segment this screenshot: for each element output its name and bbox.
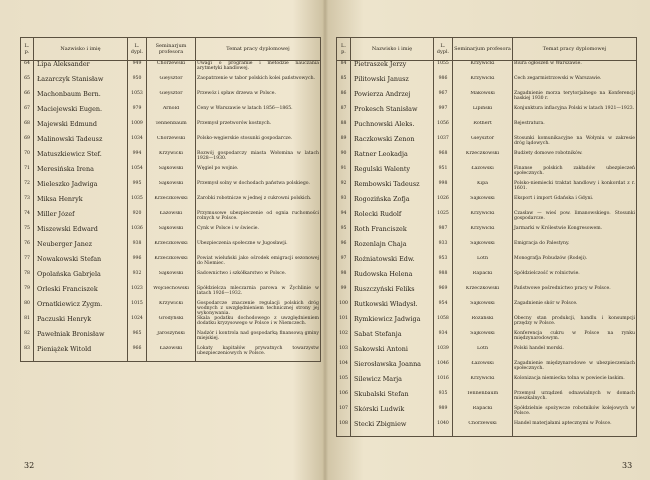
row-topic: Obecny stan produkcji, handlu i konsumpcji przędzy w Polsce. [513, 316, 637, 331]
page-number-left: 32 [24, 461, 35, 470]
row-topic: Rozwój gospodarczy miasta Wołomina w latach 1928—1930. [196, 151, 321, 166]
row-diploma: 996 [128, 256, 147, 271]
table-row [21, 331, 321, 346]
row-topic: Przemysł przetworów kostnych. [196, 121, 321, 136]
row-topic: Ceny w Warszawie w latach 1856—1865. [196, 106, 321, 121]
row-seminar: Krzywicki [147, 301, 196, 316]
row-name: Silewicz Marja [351, 376, 434, 391]
row-lp: 108 [337, 421, 351, 437]
row-diploma: 932 [128, 271, 147, 286]
row-seminar: Łazowski [147, 346, 196, 362]
row-name: Rembowski Tadeusz [351, 181, 434, 196]
row-topic: Konferencja cukru w Polsce na rynku międzynarodowym. [513, 331, 637, 346]
row-diploma: 1035 [128, 196, 147, 211]
row-lp: 90 [337, 151, 351, 166]
row-topic: Emigracja do Palestyny. [513, 241, 637, 256]
row-lp: 102 [337, 331, 351, 346]
row-diploma: 1024 [128, 316, 147, 331]
row-seminar: Sajkowski [147, 166, 196, 181]
row-seminar: Gieysztor [453, 136, 513, 151]
row-name: Machonbaum Bern. [34, 91, 128, 106]
row-topic: Konjunktura inflacyjna Polski w latach 1921—1923. [513, 106, 637, 121]
row-topic: Zaopatrzenie w tabor polskich kolei państwowych. [196, 76, 321, 91]
row-topic: Eksport i import Gdańska i Gdyni. [513, 196, 637, 211]
row-lp: 75 [21, 226, 34, 241]
row-diploma: 935 [434, 391, 453, 406]
row-topic: Przewóz i spław drzewa w Polsce. [196, 91, 321, 106]
header-lp: L. p. [337, 38, 351, 61]
table-row [337, 211, 637, 226]
row-seminar: Krzywicki [453, 211, 513, 226]
row-diploma: 966 [128, 346, 147, 362]
row-lp: 96 [337, 241, 351, 256]
row-lp: 92 [337, 181, 351, 196]
row-topic: Finanse polskich zakładów ubezpieczeń społecznych. [513, 166, 637, 181]
row-seminar: Gieysztor [147, 91, 196, 106]
row-topic: Skala podatku dochodowego z uwzględnieniem dodatku kryzysowego w Polsce i w Niemczech. [196, 316, 321, 331]
row-name: Skórski Ludwik [351, 406, 434, 421]
row-topic: Przemysł solny w dochodach państwa polskiego. [196, 181, 321, 196]
table-row [21, 346, 321, 362]
row-topic: Kolonizacja niemiecka tolna w powiecie łaskim. [513, 376, 637, 391]
row-lp: 74 [21, 211, 34, 226]
row-lp: 97 [337, 256, 351, 271]
table-row [337, 256, 637, 271]
row-lp: 69 [21, 136, 34, 151]
header-seminar: Seminarjum profesora [147, 38, 196, 61]
row-lp: 95 [337, 226, 351, 241]
row-topic: Państwowe pośrednictwo pracy w Polsce. [513, 286, 637, 301]
row-name: Pieniążek Witold [34, 346, 128, 362]
row-seminar: Krzeczkowski [147, 241, 196, 256]
row-diploma: 933 [434, 241, 453, 256]
row-lp: 89 [337, 136, 351, 151]
row-lp: 99 [337, 286, 351, 301]
row-name: Sakowski Antoni [351, 346, 434, 361]
table-row [21, 121, 321, 136]
row-topic: Zagadnienie skór w Polsce. [513, 301, 637, 316]
row-diploma: 986 [434, 76, 453, 91]
row-diploma: 951 [434, 166, 453, 181]
row-lp: 66 [21, 91, 34, 106]
table-row [21, 151, 321, 166]
table-row [337, 226, 637, 241]
row-seminar: Krzeczkowski [147, 196, 196, 211]
row-diploma: 934 [434, 331, 453, 346]
row-topic: Spółdzielnie spożywcze robotników kolejowych w Polsce. [513, 406, 637, 421]
row-name: Pietraszek Jerzy [351, 61, 434, 77]
row-seminar: Kipa [453, 181, 513, 196]
row-diploma: 1016 [434, 376, 453, 391]
row-diploma: 997 [434, 106, 453, 121]
row-name: Malinowski Tadeusz [34, 136, 128, 151]
table-row [337, 346, 637, 361]
table-row [21, 301, 321, 316]
row-lp: 103 [337, 346, 351, 361]
row-lp: 79 [21, 286, 34, 301]
table-row [337, 271, 637, 286]
row-seminar: Krzywicki [147, 151, 196, 166]
row-name: Regulski Walenty [351, 166, 434, 181]
row-diploma: 969 [434, 286, 453, 301]
table-row [21, 316, 321, 331]
row-name: Powierza Andrzej [351, 91, 434, 106]
row-topic: Spółdzielczość w rolnictwie. [513, 271, 637, 286]
table-row [21, 136, 321, 151]
row-lp: 91 [337, 166, 351, 181]
row-diploma: 1055 [434, 61, 453, 77]
row-topic: Ubezpieczenia społeczne w Jugosławji. [196, 241, 321, 256]
row-name: Maciejewski Eugen. [34, 106, 128, 121]
row-seminar: Rożański [453, 316, 513, 331]
row-diploma: 953 [434, 256, 453, 271]
row-name: Opolańska Gabrjela [34, 271, 128, 286]
row-diploma: 1040 [434, 421, 453, 437]
row-diploma: 1026 [434, 196, 453, 211]
row-seminar: Gieysztor [147, 76, 196, 91]
row-topic: Polski handel morski. [513, 346, 637, 361]
row-diploma: 998 [434, 181, 453, 196]
row-seminar: Sajkowski [453, 331, 513, 346]
table-row [337, 76, 637, 91]
graduates-table-right [336, 37, 637, 437]
row-name: Ruszczyński Feliks [351, 286, 434, 301]
row-name: Puchnowski Aleks. [351, 121, 434, 136]
row-diploma: 938 [128, 241, 147, 256]
row-seminar: Sajkowski [453, 196, 513, 211]
row-lp: 72 [21, 181, 34, 196]
row-diploma: 995 [128, 181, 147, 196]
row-seminar: Łazowski [147, 211, 196, 226]
row-lp: 106 [337, 391, 351, 406]
row-name: Raczkowski Zenon [351, 136, 434, 151]
row-seminar: Sajkowski [147, 181, 196, 196]
row-seminar: Jaroszyński [147, 331, 196, 346]
row-lp: 78 [21, 271, 34, 286]
row-diploma: 1015 [128, 301, 147, 316]
row-seminar: Rothert [453, 121, 513, 136]
row-name: Majewski Edmund [34, 121, 128, 136]
row-seminar: Krzywicki [453, 376, 513, 391]
row-seminar: Krzywicki [453, 76, 513, 91]
table-row [21, 91, 321, 106]
row-topic: Nadzór i kontrola nad gospodarką finansową gminy miejskiej. [196, 331, 321, 346]
row-name: Mieleszko Jadwiga [34, 181, 128, 196]
table-row [337, 331, 637, 346]
table-row [21, 76, 321, 91]
row-topic: Węgiel po wojnie. [196, 166, 321, 181]
row-seminar: Makowski [453, 91, 513, 106]
row-topic: Stosunki komunikacyjne na Wołyniu w zakresie dróg lądowych. [513, 136, 637, 151]
table-row [337, 151, 637, 166]
row-diploma: 1036 [128, 226, 147, 241]
table-row [337, 166, 637, 181]
row-topic: Jarmarki w Królestwie Kongresowem. [513, 226, 637, 241]
row-topic: Zagadnienie międzynarodowe w ubezpieczeniach społecznych. [513, 361, 637, 376]
table-row [21, 286, 321, 301]
row-lp: 64 [21, 61, 34, 77]
row-lp: 84 [337, 61, 351, 77]
row-seminar: Loth [453, 256, 513, 271]
row-lp: 88 [337, 121, 351, 136]
row-lp: 70 [21, 151, 34, 166]
row-name: Neuberger Janez [34, 241, 128, 256]
row-name: Meresińska Irena [34, 166, 128, 181]
table-row [21, 196, 321, 211]
table-row [337, 181, 637, 196]
row-lp: 107 [337, 406, 351, 421]
row-name: Miksa Henryk [34, 196, 128, 211]
table-row [337, 361, 637, 376]
row-lp: 71 [21, 166, 34, 181]
table-row [21, 61, 321, 77]
row-diploma: 994 [128, 151, 147, 166]
row-seminar: Chorzewski [453, 421, 513, 437]
row-diploma: 1046 [434, 361, 453, 376]
table-row [337, 136, 637, 151]
row-lp: 73 [21, 196, 34, 211]
header-lp: L. p. [21, 38, 34, 61]
table-row [337, 91, 637, 106]
row-name: Pilitowski Janusz [351, 76, 434, 91]
row-topic: Zarobki robotnicze w jednej z cukrowni polskich. [196, 196, 321, 211]
table-row [21, 256, 321, 271]
row-name: Miller Józef [34, 211, 128, 226]
row-diploma: 965 [128, 331, 147, 346]
row-seminar: Łazowski [453, 361, 513, 376]
row-seminar: Sajkowski [453, 241, 513, 256]
row-lp: 65 [21, 76, 34, 91]
row-topic: Biura ogłoszeń w Warszawie. [513, 61, 637, 77]
row-seminar: Łazowski [453, 166, 513, 181]
table-row [337, 421, 637, 437]
row-name: Nowakowski Stefan [34, 256, 128, 271]
row-diploma: 1054 [128, 166, 147, 181]
row-topic: Rejestratura. [513, 121, 637, 136]
row-diploma: 950 [128, 76, 147, 91]
table-row [337, 241, 637, 256]
header-topic: Temat pracy dyplomowej [196, 38, 321, 61]
row-name: Rolecki Rudolf [351, 211, 434, 226]
graduates-table-left [20, 37, 321, 362]
table-row [337, 406, 637, 421]
row-name: Ornatkiewicz Zygm. [34, 301, 128, 316]
row-diploma: 1009 [128, 121, 147, 136]
table-row [21, 226, 321, 241]
row-lp: 98 [337, 271, 351, 286]
row-diploma: 987 [434, 226, 453, 241]
table-row [337, 121, 637, 136]
table-row [21, 181, 321, 196]
row-seminar: Sajkowski [453, 301, 513, 316]
header-diploma: L. dypl. [434, 38, 453, 61]
table-row [337, 286, 637, 301]
row-name: Roth Franciszek [351, 226, 434, 241]
row-seminar: Rapacki [453, 406, 513, 421]
table-row [337, 301, 637, 316]
row-name: Stecki Zbigniew [351, 421, 434, 437]
row-seminar: Chorzewski [147, 61, 196, 77]
row-diploma: 989 [434, 406, 453, 421]
table-row [21, 241, 321, 256]
row-topic: Uwagi o programie i metodzie nauczania arytmetyki handlowej. [196, 61, 321, 77]
row-lp: 105 [337, 376, 351, 391]
row-name: Pawełniak Bronisław [34, 331, 128, 346]
row-topic: Budżety domowe robotników. [513, 151, 637, 166]
row-seminar: Krzywicki [453, 61, 513, 77]
row-topic: Powiat wieluński jako ośrodek emigracji sezonowej do Niemiec. [196, 256, 321, 271]
row-topic: Lokaty kapitałów prywatnych towarzystw ubezpieczeniowych w Polsce. [196, 346, 321, 362]
table-row [337, 316, 637, 331]
row-diploma: 1037 [434, 136, 453, 151]
row-seminar: Sajkowski [147, 271, 196, 286]
row-topic: Spółdzielcza mleczarnia parowa w Żychlinie w latach 1926—1932. [196, 286, 321, 301]
row-diploma: 1034 [128, 136, 147, 151]
row-diploma: 949 [128, 61, 147, 77]
row-topic: Sadownictwo i szkółkarstwo w Polsce. [196, 271, 321, 286]
row-topic: Cynk w Polsce i w świecie. [196, 226, 321, 241]
row-name: Rudowska Helena [351, 271, 434, 286]
row-topic: Polsko-węgierskie stosunki gospodarcze. [196, 136, 321, 151]
row-diploma: 1039 [434, 346, 453, 361]
row-name: Miszewski Edward [34, 226, 128, 241]
row-topic: Gospodarcze znaczenie regulacji polskich dróg wodnych z uwzględnieniem technicznej strony jej wykonywania. [197, 301, 319, 317]
row-seminar: Lipiński [453, 106, 513, 121]
row-name: Prokesch Stanisław [351, 106, 434, 121]
row-seminar: Rapacki [453, 271, 513, 286]
row-name: Rożniatowski Edw. [351, 256, 434, 271]
row-lp: 80 [21, 301, 34, 316]
row-diploma: 968 [434, 151, 453, 166]
table-header-row [21, 38, 321, 61]
row-name: Sabat Stefanja [351, 331, 434, 346]
row-lp: 101 [337, 316, 351, 331]
header-seminar: Seminarjum profesora [453, 38, 513, 61]
row-lp: 104 [337, 361, 351, 376]
row-seminar: Loth [453, 346, 513, 361]
row-seminar: Tennenbaum [453, 391, 513, 406]
table-row [337, 376, 637, 391]
table-row [21, 106, 321, 121]
header-topic: Temat pracy dyplomowej [513, 38, 637, 61]
row-name: Rutkowski Władysł. [351, 301, 434, 316]
table-row [337, 61, 637, 77]
table-row [21, 211, 321, 226]
table-row [337, 106, 637, 121]
page-number-right: 33 [622, 461, 633, 470]
row-topic: Handel materjałami aptecznymi w Polsce. [513, 421, 637, 437]
table-row [21, 166, 321, 181]
row-diploma: 1056 [434, 121, 453, 136]
row-lp: 100 [337, 301, 351, 316]
row-diploma: 1025 [434, 211, 453, 226]
row-diploma: 979 [128, 106, 147, 121]
row-diploma: 967 [434, 91, 453, 106]
table-row [337, 196, 637, 211]
row-name: Skubalski Stefan [351, 391, 434, 406]
row-seminar: Krzeczkowski [147, 256, 196, 271]
row-seminar: Arnold [147, 106, 196, 121]
table-row [337, 391, 637, 406]
left-page [0, 0, 324, 480]
row-topic: Monografja Pobudzów (Rodeji). [513, 256, 637, 271]
row-lp: 67 [21, 106, 34, 121]
row-name: Ratner Leokadja [351, 151, 434, 166]
row-topic: Cech zegarmistrzowski w Warszawie. [513, 76, 637, 91]
row-name: Lipa Aleksander [34, 61, 128, 77]
row-diploma: 1058 [434, 316, 453, 331]
table-row [21, 271, 321, 286]
row-diploma: 920 [128, 211, 147, 226]
row-topic: Czasław — wieś pow. limanowskiego. Stosunki gospodarcze. [513, 211, 637, 226]
row-topic: Zagadnienie morza terytorjalnego na Konferencji haskiej 1930 r. [513, 91, 637, 106]
row-name: Rozenlajn Chaja [351, 241, 434, 256]
row-name: Orleski Franciszek [34, 286, 128, 301]
row-diploma: 954 [434, 301, 453, 316]
row-lp: 86 [337, 91, 351, 106]
row-seminar: Chorzewski [147, 136, 196, 151]
row-name: Paczuski Henryk [34, 316, 128, 331]
row-seminar: Krzeczkowski [453, 286, 513, 301]
table-header-row [337, 38, 637, 61]
row-name: Sierosławska Joanna [351, 361, 434, 376]
header-diploma: L. dypl. [128, 38, 147, 61]
row-seminar: Krzywicki [453, 226, 513, 241]
row-lp: 82 [21, 331, 34, 346]
row-seminar: Sajkowski [147, 226, 196, 241]
row-diploma: 988 [434, 271, 453, 286]
row-lp: 77 [21, 256, 34, 271]
row-diploma: 1053 [128, 91, 147, 106]
row-name: Rogozińska Zofja [351, 196, 434, 211]
row-diploma: 1023 [128, 286, 147, 301]
header-name: Nazwisko i imię [351, 38, 434, 61]
row-lp: 81 [21, 316, 34, 331]
row-lp: 76 [21, 241, 34, 256]
right-page [326, 0, 650, 480]
row-name: Rymkiewicz Jadwiga [351, 316, 434, 331]
row-lp: 83 [21, 346, 34, 362]
row-topic: Przymusowe ubezpieczenie od ognia ruchomości rolnych w Polsce. [196, 211, 321, 226]
row-name: Matuszkiewicz Stef. [34, 151, 128, 166]
row-topic: Przemysł urządzeń odnawialnych w domach mieszkalnych. [513, 391, 637, 406]
row-seminar: Krzeczkowski [453, 151, 513, 166]
row-lp: 93 [337, 196, 351, 211]
row-lp: 94 [337, 211, 351, 226]
row-lp: 68 [21, 121, 34, 136]
row-name: Łazarczyk Stanisław [34, 76, 128, 91]
row-lp: 85 [337, 76, 351, 91]
row-seminar: Grodyński [147, 316, 196, 331]
row-lp: 87 [337, 106, 351, 121]
row-seminar: Wojciechowski [147, 286, 196, 301]
row-seminar: Tennenbaum [147, 121, 196, 136]
row-topic: Polsko-niemiecki traktat handlowy i konkordat z r. 1601. [513, 181, 637, 196]
header-name: Nazwisko i imię [34, 38, 128, 61]
